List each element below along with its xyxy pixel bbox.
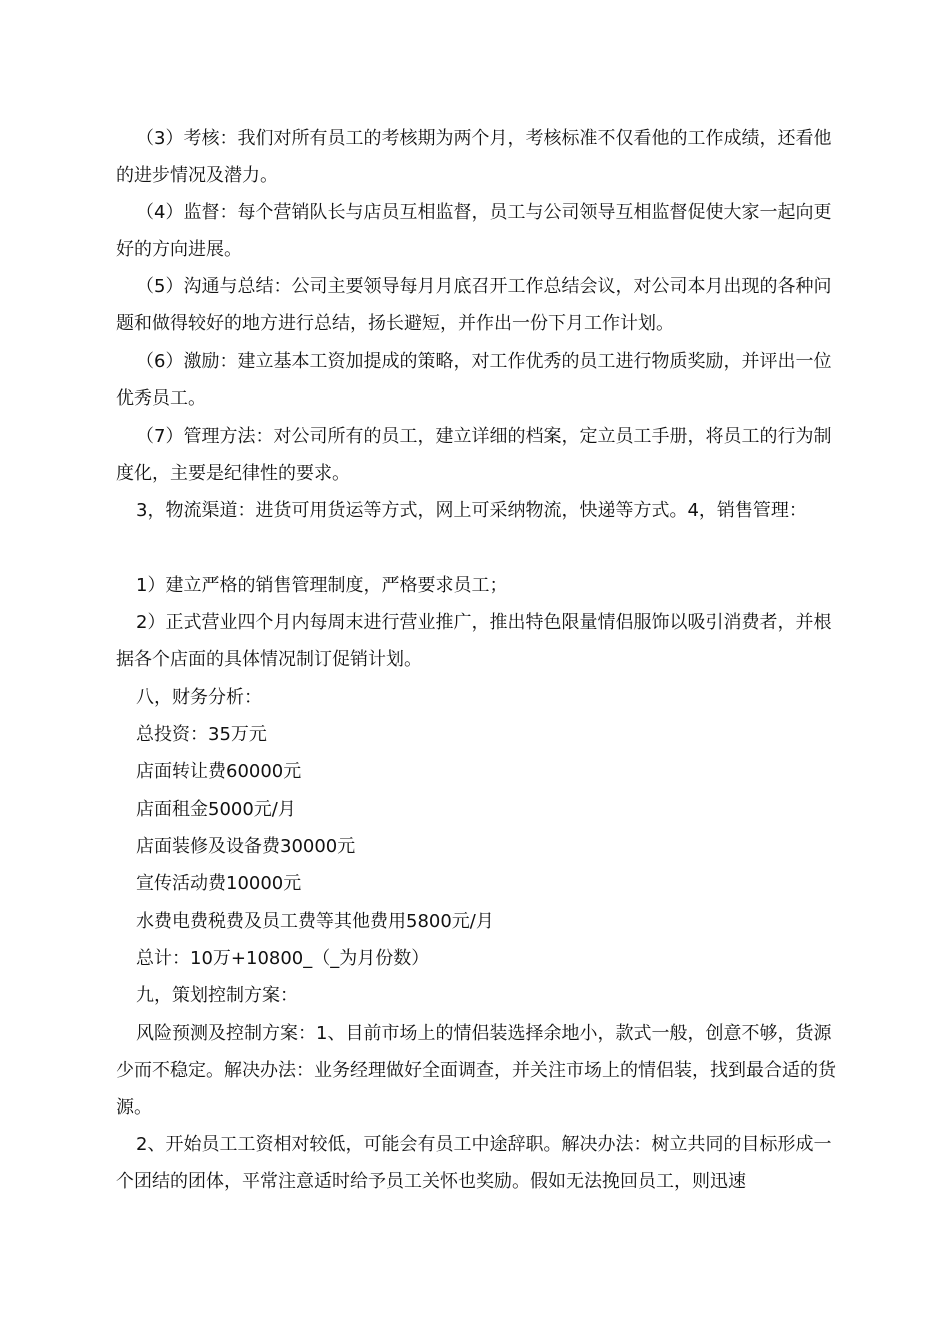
paragraph-logistics: 3，物流渠道：进货可用货运等方式，网上可采纳物流，快递等方式。4，销售管理：	[136, 500, 807, 521]
paragraph-incentive: （6）激励：建立基本工资加提成的策略，对工作优秀的员工进行物质奖励，并评出一位优秀员工。	[116, 351, 832, 409]
finance-total-investment: 总投资：35万元	[136, 724, 267, 745]
paragraph-management-method: （7）管理方法：对公司所有的员工，建立详细的档案，定立员工手册，将员工的行为制度化，主要是纪律性的要求。	[116, 426, 832, 484]
finance-decoration: 店面装修及设备费30000元	[136, 836, 356, 857]
finance-promotion: 宣传活动费10000元	[136, 873, 302, 894]
paragraph-supervision: （4）监督：每个营销队长与店员互相监督，员工与公司领导互相监督促使大家一起向更好的方向进展。	[116, 202, 832, 260]
finance-other-costs: 水费电费税费及员工费等其他费用5800元/月	[136, 911, 494, 932]
heading-control-plan: 九，策划控制方案：	[136, 985, 298, 1006]
heading-financial-analysis: 八，财务分析：	[136, 687, 262, 708]
paragraph-risk-2: 2、开始员工工资相对较低，可能会有员工中途辞职。解决办法：树立共同的目标形成一个团结的团体，平常注意适时给予员工关怀也奖励。假如无法挽回员工，则迅速	[116, 1134, 832, 1192]
paragraph-sales-rule-1: 1）建立严格的销售管理制度，严格要求员工；	[136, 575, 508, 596]
paragraph-communication: （5）沟通与总结：公司主要领导每月月底召开工作总结会议，对公司本月出现的各种问题和做得较好的地方进行总结，扬长避短，并作出一份下月工作计划。	[116, 276, 832, 334]
finance-rent: 店面租金5000元/月	[136, 799, 296, 820]
paragraph-assessment: （3）考核：我们对所有员工的考核期为两个月，考核标准不仅看他的工作成绩，还看他的进步情况及潜力。	[116, 128, 832, 186]
finance-transfer-fee: 店面转让费60000元	[136, 761, 302, 782]
paragraph-risk-1: 风险预测及控制方案：1、目前市场上的情侣装选择余地小，款式一般，创意不够，货源少而不稳定。解决办法：业务经理做好全面调查，并关注市场上的情侣装，找到最合适的货源。	[116, 1023, 836, 1118]
finance-total: 总计：10万+10800_（_为月份数）	[136, 948, 430, 969]
paragraph-sales-rule-2: 2）正式营业四个月内每周末进行营业推广，推出特色限量情侣服饰以吸引消费者，并根据各个店面的具体情况制订促销计划。	[116, 612, 832, 670]
